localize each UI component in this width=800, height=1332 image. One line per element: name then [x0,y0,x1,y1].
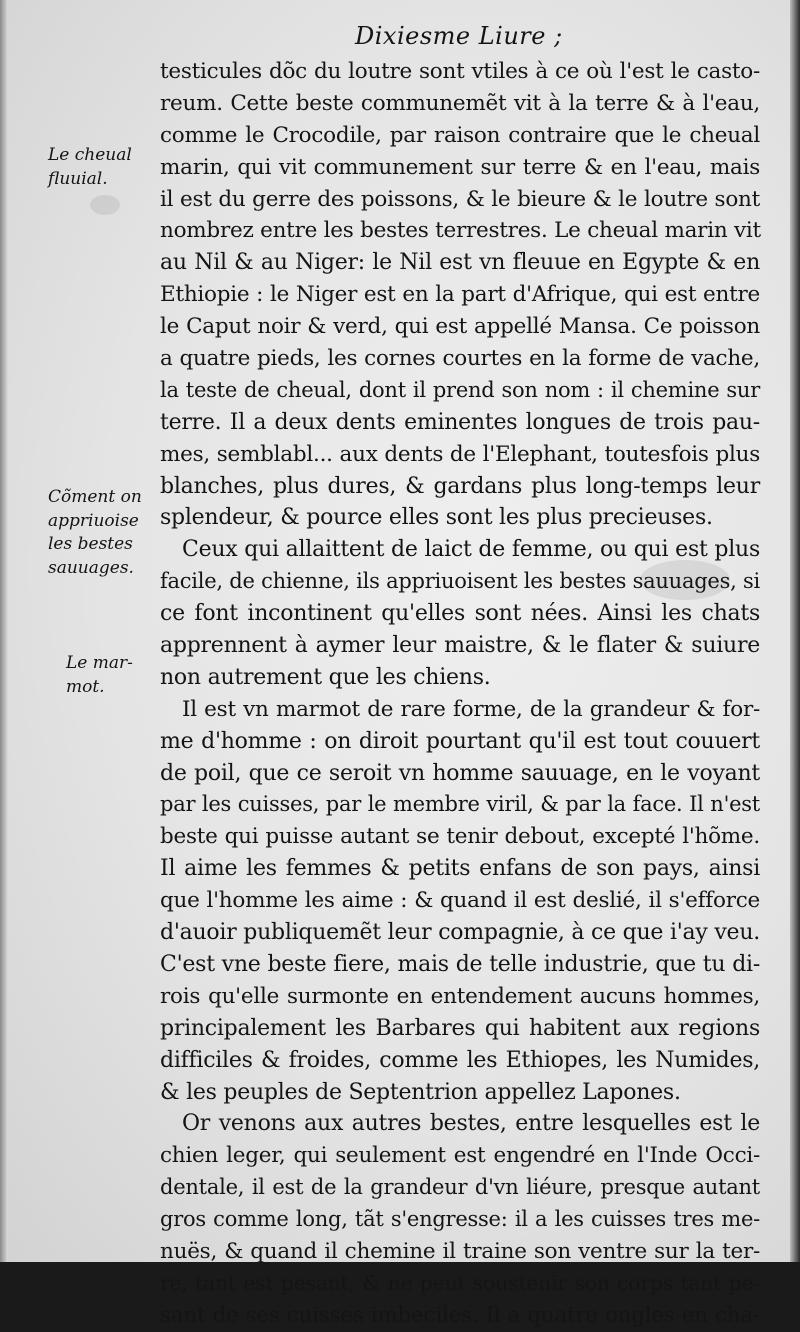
text-line: & les peuples de Septentrion appellez Lapones. [160,1079,681,1105]
text-line: gros comme long, tãt s'engresse: il a les cuisses tres me- [160,1207,760,1232]
text-line: marin, qui vit communement sur terre & en l'eau, mais [160,154,760,180]
text-line: le Caput noir & verd, qui est appellé Mansa. Ce poisson [160,314,760,340]
text-line: au Nil & au Niger: le Nil est vn fleuue en Egypte & en [160,250,760,276]
text-line: Il est vn marmot de rare forme, de la grandeur & for- [182,696,760,722]
text-line: C'est vne beste fiere, mais de telle industrie, que tu di- [160,951,760,977]
page-left-edge [0,0,8,1262]
text-line: comme le Crocodile, par raison contraire que le cheual [160,122,760,148]
text-line: mes, semblabl... aux dents de l'Elephant, toutesfois plus [160,441,760,467]
text-line: d'auoir publiquemẽt leur compagnie, à ce que i'ay veu. [160,920,760,946]
margin-note-line: Le mar- [66,653,133,673]
text-line: blanches, plus dures, & gardans plus long-temps leur [160,473,760,499]
running-head: Dixiesme Liure ; [355,22,563,50]
margin-note-line: fluuial. [48,168,108,189]
text-line: beste qui puisse autant se tenir debout, excepté l'hõme. [160,824,760,850]
text-line: Or venons aux autres bestes, entre lesquelles est le [182,1111,760,1137]
margin-note-line: mot. [66,676,105,697]
text-line: que l'homme les aime : & quand il est deslié, il s'efforce [160,888,760,914]
text-line: testicules dõc du loutre sont vtiles à ce où l'est le casto- [160,59,760,84]
text-line: sant de ses cuisses imbeciles. Il a quatre ongles en cha- [160,1302,760,1328]
margin-note-line: sauuages. [48,557,134,578]
margin-note-line: les bestes [48,534,133,554]
text-line: a quatre pieds, les cornes courtes en la forme de vache, [160,346,760,372]
margin-note-line: Cõment on [48,487,142,507]
text-line: principalement les Barbares qui habitent aux regions [160,1015,760,1041]
text-line: nombrez entre les bestes terrestres. Le cheual marin vit [160,218,761,244]
margin-note [48,486,160,580]
text-line: Ceux qui allaittent de laict de femme, ou qui est plus [182,537,760,563]
text-line: terre. Il a deux dents eminentes longues de trois pau- [160,409,760,435]
text-line: facile, de chienne, ils appriuoisent les bestes sauuages, si [160,569,760,594]
text-line: reum. Cette beste communemẽt vit à la terre & à l'eau, [160,90,760,116]
text-line: chien leger, qui seulement est engendré en l'Inde Occi- [160,1143,760,1169]
text-line: la teste de cheual, dont il prend son nom : il chemine sur [160,377,760,402]
body-text [160,56,760,1332]
text-line: splendeur, & pource elles sont les plus precieuses. [160,505,713,531]
text-line: re, tant est pesant, & ne peut soustenir son corps tant pe- [160,1270,760,1295]
text-line: me d'homme : on diroit pourtant qu'il est tout couuert [160,728,760,754]
text-line: difficiles & froides, comme les Ethiopes, les Numides, [160,1047,760,1073]
text-line: il est du gerre des poissons, & le bieure & le loutre sont [160,186,760,212]
margin-note-line: Le cheual [48,145,132,165]
scan-smudge [90,195,120,215]
margin-note [48,144,160,191]
text-line: non autrement que les chiens. [160,664,491,690]
text-line: rois qu'elle surmonte en entendement aucuns hommes, [160,983,760,1009]
text-line: dentale, il est de la grandeur d'vn liéure, presque autant [160,1175,760,1200]
text-line: de poil, que ce seroit vn homme sauuage, en le voyant [160,760,760,786]
text-line: ce font incontinent qu'elles sont nées. Ainsi les chats [160,601,760,627]
text-line: Ethiopie : le Niger est en la part d'Afrique, qui est entre [160,282,760,308]
text-line: par les cuisses, par le membre viril, & par la face. Il n'est [160,792,760,817]
page-right-edge [790,0,800,1262]
text-line: nuës, & quand il chemine il traine son ventre sur la ter- [160,1238,760,1264]
text-line: apprennent à aymer leur maistre, & le flater & suiure [160,633,760,659]
text-line: Il aime les femmes & petits enfans de son pays, ainsi [160,856,760,882]
margin-note-line: appriuoise [48,510,139,531]
